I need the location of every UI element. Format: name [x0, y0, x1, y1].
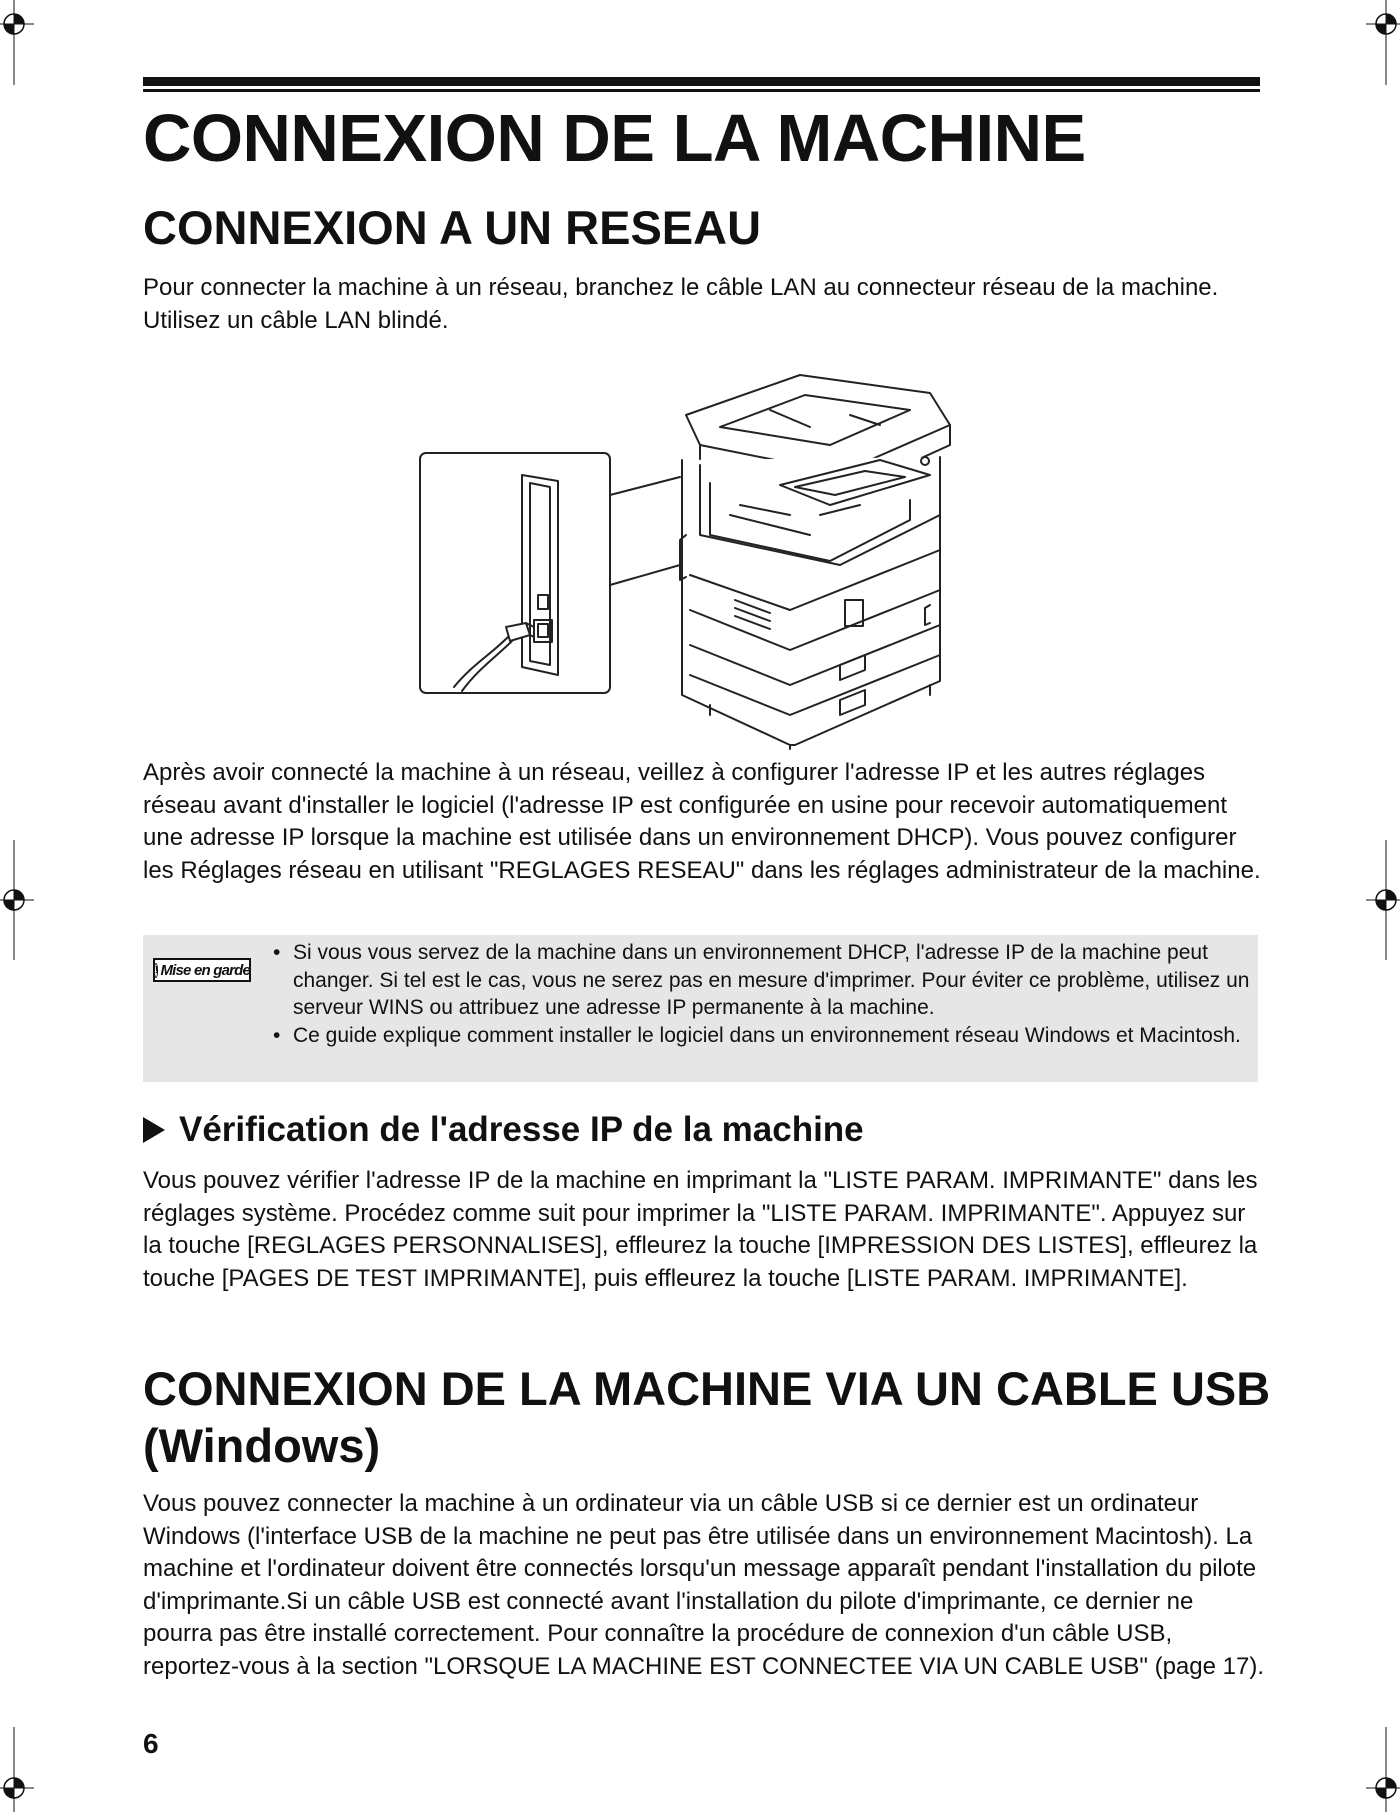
printer-lan-connection-illustration	[410, 365, 1000, 750]
section-heading-usb: CONNEXION DE LA MACHINE VIA UN CABLE USB (Windows)	[143, 1362, 1271, 1472]
usb-connection-text: Vous pouvez connecter la machine à un ordinateur via un câble USB si ce dernier est un ordinateur Windows (l'interface USB de la machine ne peut pas être utilisée dans un environnement Macintosh). La machine et l'ordinateur doivent être connectés lorsqu'un message apparaît pendant l'installation du pilote d'imprimante.Si un câble USB est connecté avant l'installation du pilote d'imprimante, ce dernier ne pourra pas être installé correctement. Pour connaître la procédure de connexion d'un câble USB, reportez-vous à la section "LORSQUE LA MACHINE EST CONNECTEE VIA UN CABLE USB" (page 17).	[143, 1490, 1264, 1680]
section-heading-network: CONNEXION A UN RESEAU	[143, 201, 762, 254]
title-rule-thick	[143, 77, 1260, 86]
page-title: CONNEXION DE LA MACHINE	[143, 101, 1086, 176]
caution-label-text: Mise en garde	[160, 961, 251, 979]
title-rule-thin	[143, 89, 1260, 92]
exclamation-circle-icon: !	[154, 964, 158, 976]
caution-box	[143, 935, 1258, 1082]
subsection-heading-text: Vérification de l'adresse IP de la machine	[179, 1110, 864, 1149]
caution-label	[153, 958, 251, 982]
registration-mark-mid-left	[0, 840, 36, 960]
caution-list	[268, 939, 1253, 1049]
network-intro-text: Pour connecter la machine à un réseau, branchez le câble LAN au connecteur réseau de la machine. Utilisez un câble LAN blindé.	[143, 274, 1219, 334]
registration-mark-top-right	[1364, 0, 1400, 90]
registration-mark-top-left	[0, 0, 36, 90]
registration-mark-mid-right	[1364, 840, 1400, 960]
registration-mark-bottom-right	[1364, 1722, 1400, 1812]
caution-item: • Ce guide explique comment installer le logiciel dans un environnement réseau Windows et Macintosh.	[268, 1022, 1253, 1050]
page-number: 6	[143, 1728, 159, 1759]
caution-item: • Si vous vous servez de la machine dans un environnement DHCP, l'adresse IP de la machine peut changer. Si tel est le cas, vous ne serez pas en mesure d'imprimer. Pour éviter ce problème, utilisez un serveur WINS ou attribuez une adresse IP permanente à la machine.	[268, 939, 1253, 1022]
network-config-text: Après avoir connecté la machine à un réseau, veillez à configurer l'adresse IP et les autres réglages réseau avant d'installer le logiciel (l'adresse IP est configurée en usine pour recevoir automatiquement une adresse IP lorsque la machine est utilisée dans un environnement DHCP). Vous pouvez configurer les Réglages réseau en utilisant "REGLAGES RESEAU" dans les réglages administrateur de la machine.	[143, 759, 1261, 884]
registration-mark-bottom-left	[0, 1722, 36, 1812]
right-triangle-icon	[143, 1117, 165, 1143]
verify-ip-text: Vous pouvez vérifier l'adresse IP de la machine en imprimant la "LISTE PARAM. IMPRIMANTE" dans les réglages système. Procédez comme suit pour imprimer la "LISTE PARAM. IMPRIMANTE". Appuyez sur la touche [REGLAGES PERSONNALISES], effleurez la touche [IMPRESSION DES LISTES], effleurez la touche [PAGES DE TEST IMPRIMANTE], puis effleurez la touche [LISTE PARAM. IMPRIMANTE].	[143, 1167, 1258, 1292]
subsection-heading-verify-ip	[143, 1108, 864, 1152]
